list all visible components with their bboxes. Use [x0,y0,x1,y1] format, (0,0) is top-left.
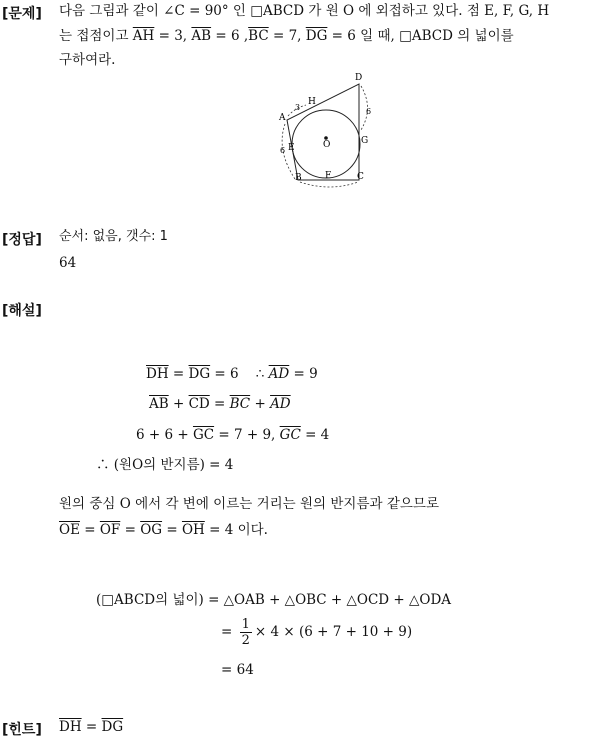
eq1-segment-dg: $\overline{DG}$ [188,366,211,382]
eq3-prefix: 6 + 6 + [136,427,193,443]
eq2-segment-ad: $\overline{AD}$ [270,396,291,412]
geometry-figure [270,68,382,190]
problem-line-2 [59,26,514,46]
hint-tag: [힌트] [2,722,42,738]
area-equation-line-3: = 64 [221,662,254,678]
area-line-2-product: × 4 × (6 + 7 + 10 + 9) [254,624,413,640]
label-d: D [355,73,363,83]
segment-bc: $\overline{BC}$ [248,28,269,44]
eq2-segment-cd: $\overline{CD}$ [188,396,210,412]
eq1-ad-value: = 9 [289,366,318,382]
fraction-numerator: 1 [241,617,250,632]
dg-value: = 6 일 때, □ABCD 의 넓이를 [327,28,514,44]
eq3-segment-gc: $\overline{GC}$ [192,427,215,443]
explanation-paragraph-2: $\overline{OE} = \overline{OF} = \overline{OG} = \overline{OH} = 4$ 이다. [59,522,268,538]
label-dg-length: 6 [366,107,372,116]
eq2-segment-ab: $\overline{AB}$ [149,396,169,412]
segment-ab: $\overline{AB}$ [191,28,212,44]
label-ah-length: 3 [295,103,301,112]
hint-segment-dg: $\overline{DG}$ [101,719,124,735]
segment-dg: $\overline{DG}$ [305,28,328,44]
eq1-therefore: ∴ [255,366,269,382]
eq3-middle: = 7 + 9, [214,427,280,443]
hint-segment-dh: $\overline{DH}$ [59,719,82,735]
explanation-paragraph-1: 원의 중심 O 에서 각 변에 이르는 거리는 원의 반지름과 같으므로 [59,496,440,512]
segment-oh: $\overline{OH}$ [181,522,205,538]
equation-3 [136,425,329,445]
equation-2 [149,394,291,414]
eq2-equals: = [209,396,230,412]
bc-value: = 7, [268,28,306,44]
answer-value: 64 [59,255,77,271]
equation-1: $\overline{DH} = \overline{DG} = 6$ ∴ $\overline{AD} = 9$ [146,366,318,382]
hint-text: $\overline{DH} = \overline{DG}$ [59,719,124,735]
label-c: C [357,172,364,182]
segment-of: $\overline{OF}$ [99,522,121,538]
eq2-plus-1: + [168,396,189,412]
explanation-tag: [해설] [2,303,42,319]
radius-statement: = 4 이다. [204,522,268,538]
area-equation-line-2 [221,615,412,649]
brace-bc [300,182,358,187]
area-equation-line-1: (□ABCD의 넓이) = △OAB + △OBC + △OCD + △ODA [96,592,452,608]
label-e: E [288,143,295,153]
problem-line-2-prefix: 는 접점이고 [59,28,133,44]
answer-meta: 순서: 없음, 갯수: 1 [59,229,168,244]
problem-tag: [문제] [2,6,42,22]
label-o: O [323,140,331,150]
eq2-segment-bc: $\overline{BC}$ [229,396,251,412]
eq2-plus-2: + [250,396,271,412]
label-h: H [308,97,316,107]
ab-value: = 6 , [211,28,249,44]
ah-value: = 3, [154,28,192,44]
area-line-2-equals: = [221,624,237,640]
quadrilateral-abcd [287,84,359,180]
label-a: A [279,113,286,123]
segment-ah: $\overline{AH}$ [132,28,155,44]
label-b: B [295,173,302,183]
eq1-segment-dh: $\overline{DH}$ [146,366,169,382]
equation-4: ∴ (원O의 반지름) = 4 [96,457,234,473]
problem-line-3: 구하여라. [59,52,116,68]
eq3-segment-gc-italic: $\overline{GC}$ [279,427,301,443]
label-ab-length: 6 [280,146,286,155]
eq1-segment-ad: $\overline{AD}$ [268,366,290,382]
label-f: F [325,171,332,181]
segment-oe: $\overline{OE}$ [59,522,80,538]
eq1-value: = 6 [210,366,239,382]
fraction-one-half [240,617,252,648]
segment-og: $\overline{OG}$ [140,522,163,538]
label-g: G [361,136,369,146]
problem-line-1: 다음 그림과 같이 ∠C = 90° 인 □ABCD 가 원 O 에 외접하고 있다. 점 E, F, G, H [59,3,550,19]
fraction-denominator: 2 [241,633,250,648]
eq3-value: = 4 [300,427,330,443]
answer-tag: [정답] [2,232,42,248]
